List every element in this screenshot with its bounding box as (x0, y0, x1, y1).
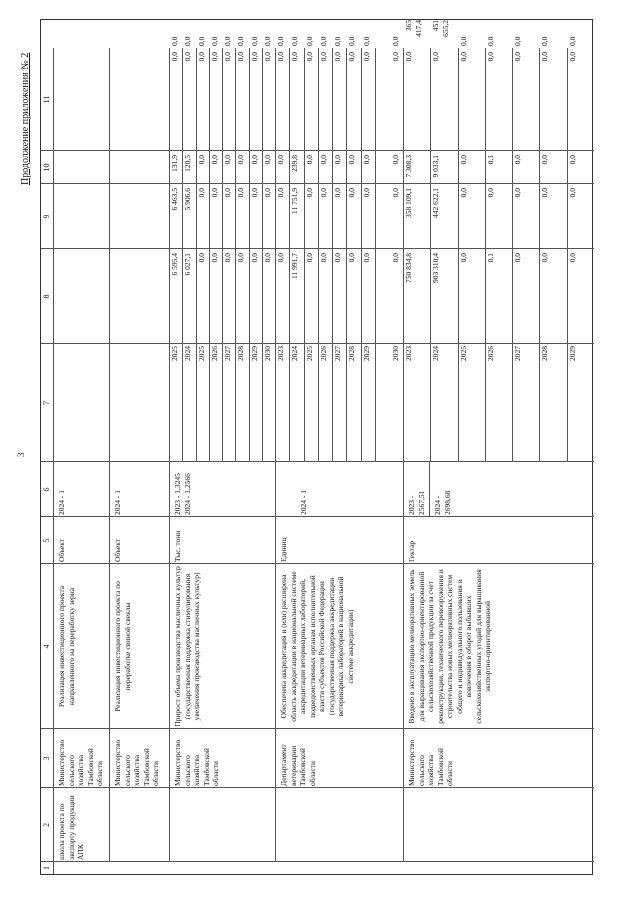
vet-value-c11: 0,0 (304, 36, 314, 46)
mel-value-c7: 0,0 (567, 253, 577, 263)
vet-value-c10: 0,0 (304, 52, 314, 62)
vet-value-c10: 0,0 (361, 52, 371, 62)
oil-value-c10: 0,0 (170, 52, 179, 62)
mel-value-c7: 0,0 (513, 253, 523, 263)
vet-value-c7: 0,0 (333, 253, 343, 263)
oil-value-c8: 0,0 (209, 188, 219, 198)
vet-year: 2026 (318, 346, 328, 361)
responsible-org: Министерство сельского хозяйства Тамбовской области (407, 739, 454, 786)
mel-value-c8: 0,0 (485, 188, 495, 198)
mel-year: 2029 (567, 346, 577, 361)
oil-value-c9: 0,0 (209, 155, 219, 165)
oil-value-c10: 0,0 (223, 52, 232, 62)
oil-value-c10: 0,0 (249, 52, 259, 62)
column-number-10: 10 (42, 163, 51, 172)
oil-value-c11: 0,0 (236, 36, 246, 46)
vet-year: 2029 (361, 346, 371, 361)
oil-year: 2030 (262, 346, 272, 361)
column-number-6: 6 (42, 487, 51, 492)
oil-value-c7: 0,0 (262, 253, 272, 263)
oil-value-c11: 0,0 (223, 36, 232, 46)
vet-value-c9: 0,0 (304, 155, 314, 165)
vet-value-c9: 0,0 (361, 155, 371, 165)
oil-value-c11: 0,0 (196, 36, 206, 46)
mel-value-c9: 0,0 (513, 155, 523, 165)
oil-year: 2028 (236, 346, 246, 361)
mel-value-c7: 750 834,8 (404, 253, 413, 283)
project-name: школа проекта по экспорту продукции АПК (57, 795, 85, 860)
vet-value-c8: 0,0 (318, 188, 328, 198)
oil-value-c8: 0,0 (249, 188, 259, 198)
mel-value-c11: 0,0 (485, 36, 495, 46)
page-number: 3 (16, 452, 26, 457)
oil-value-c11: 0,0 (183, 36, 193, 46)
oil-value-c11: 0,0 (249, 36, 259, 46)
unit-text: Объект (57, 538, 66, 562)
mel-value-c10: 0,0 (540, 52, 550, 62)
mel-value-c9: 0,0 (567, 155, 577, 165)
vet-year: 2028 (347, 346, 357, 361)
oil-value-c8: 0,0 (223, 188, 232, 198)
vet-value-c7: 0,0 (318, 253, 328, 263)
column-divider (41, 516, 594, 517)
oil-year: 2024 (183, 346, 193, 361)
row-divider (429, 462, 430, 517)
oil-value-c9: 0,0 (236, 155, 246, 165)
mel-value-c9: 0,0 (540, 155, 550, 165)
mel-year: 2024 (431, 346, 441, 361)
vet-value-c11: 0,0 (347, 36, 357, 46)
vet-value-c8: 11 751,9 (290, 188, 300, 214)
column-divider (41, 787, 594, 788)
oil-value-c8: 0,0 (262, 188, 272, 198)
oil-value-c9: 131,9 (170, 155, 179, 172)
oil-value-c9: 0,0 (223, 155, 232, 165)
vet-value-c11: 0,0 (290, 36, 300, 46)
vet-value-c10: 0,0 (318, 52, 328, 62)
mel-value-c8: 0,0 (458, 188, 468, 198)
indicator-text: Введено в эксплуатацию мелиоративных земель для выращивания экспортно-ориентированной сельскохозяйственной продукции за счет реконструкции, технического перевооружения и строительства новых мелиоративных систем общего и индивидуального пользования и вовлечения в оборот выбывших сельскохозяйственных угодий для выращивания экспортно-ориентированной (407, 569, 492, 724)
mel-value-c11: 365 417,4 (404, 20, 423, 37)
column-number-5: 5 (42, 538, 51, 543)
vet-value-c8: 0,0 (276, 188, 285, 198)
oil-value-c9: 0,0 (196, 155, 206, 165)
vet-year: 2025 (304, 346, 314, 361)
oil-value-c8: 0,0 (196, 188, 206, 198)
mel-year: 2025 (458, 346, 468, 361)
mel-value-c9: 0,0 (458, 155, 468, 165)
oil-value-c7: 0,0 (249, 253, 259, 263)
oil-year: 2025 (170, 346, 179, 361)
mel-value-c7: 903 310,4 (431, 253, 441, 283)
mel-value-c8: 0,0 (567, 188, 577, 198)
vet-value-c11: 0,0 (318, 36, 328, 46)
vet-value-c7: 0,0 (361, 253, 371, 263)
oil-year: 2029 (249, 346, 259, 361)
oil-value-c7: 0,0 (209, 253, 219, 263)
oil-value-c8: 6 463,5 (170, 188, 179, 211)
unit-text: Объект (113, 538, 122, 562)
oil-value-c9: 0,0 (249, 155, 259, 165)
vet-value-c7: 0,0 (391, 253, 400, 263)
row-divider (375, 48, 376, 462)
vet-year: 2024 (290, 346, 300, 361)
mel-value-c7: 0,0 (458, 253, 468, 263)
vet-value-c10: 0,0 (347, 52, 357, 62)
oil-value-c8: 5 906,6 (183, 188, 193, 211)
oil-value-c10: 0,0 (262, 52, 272, 62)
mel-value-c9: 7 308,3 (404, 155, 413, 178)
oil-value-c10: 0,0 (236, 52, 246, 62)
vet-value-c11: 0,0 (276, 36, 285, 46)
mel-value-c10: 0,0 (485, 52, 495, 62)
oil-value-c9: 0,0 (262, 155, 272, 165)
baseline-text: 2024 - 1 (113, 490, 122, 515)
mel-value-c11: 0,0 (458, 36, 468, 46)
page-title: Продолжение приложения № 2 (20, 52, 31, 185)
column-number-2: 2 (42, 823, 51, 827)
mel-value-c8: 0,0 (513, 188, 523, 198)
baseline-text: 2024 - 1 (57, 490, 66, 515)
vet-value-c8: 0,0 (304, 188, 314, 198)
indicator-text: Реализация инвестиционного проекта направленного на переработку зерна (57, 585, 76, 708)
column-number-7: 7 (42, 401, 51, 405)
mel-year: 2026 (485, 346, 495, 361)
oil-value-c10: 0,0 (183, 52, 193, 62)
vet-value-c7: 11 991,7 (290, 253, 300, 279)
mel-value-c10: 0,0 (431, 52, 441, 62)
unit-text: Гектар (407, 540, 416, 562)
oil-year: 2027 (223, 346, 232, 361)
vet-value-c7: 0,0 (304, 253, 314, 263)
oil-year: 2025 (196, 346, 206, 361)
vet-value-c9: 0,0 (318, 155, 328, 165)
vet-year: 2030 (391, 346, 400, 361)
vet-value-c8: 0,0 (361, 188, 371, 198)
mel-value-c10: 0,0 (458, 52, 468, 62)
budget-table (40, 19, 593, 875)
oil-value-c7: 0,0 (236, 253, 246, 263)
vet-value-c9: 0,0 (347, 155, 357, 165)
indicator-text: Прирост объема производства масличных культур (государственная поддержка стимулирования увеличения производства масличных культур) (173, 566, 201, 727)
responsible-org: Министерство сельского хозяйства Тамбовской области (173, 739, 220, 786)
vet-value-c8: 0,0 (391, 188, 400, 198)
oil-year: 2026 (209, 346, 219, 361)
oil-value-c10: 0,0 (209, 52, 219, 62)
vet-value-c8: 0,0 (333, 188, 343, 198)
vet-value-c7: 0,0 (276, 253, 285, 263)
oil-value-c10: 0,0 (196, 52, 206, 62)
mel-value-c8: 0,0 (540, 188, 550, 198)
vet-value-c9: 0,0 (333, 155, 343, 165)
mel-year: 2027 (513, 346, 523, 361)
column-divider (41, 728, 594, 729)
vet-value-c11: 0,0 (333, 36, 343, 46)
mel-value-c11: 0,0 (567, 36, 577, 46)
vet-value-c8: 0,0 (347, 188, 357, 198)
mel-value-c11: 0,0 (540, 36, 550, 46)
baseline-text: 2023 - 2567,51 (407, 490, 426, 515)
oil-value-c7: 0,0 (223, 253, 232, 263)
mel-value-c9: 9 033,1 (431, 155, 441, 178)
vet-value-c10: 0,0 (276, 52, 285, 62)
oil-value-c11: 0,0 (262, 36, 272, 46)
indicator-text: Обеспечена аккредитация и (или) расширена область аккредитации в национальной системе аккредитации ветеринарных лабораторий, подведомственных органам исполнительной власти субъектов Российской Федерации (государственная поддержка аккредитации ветеринарных лабораторий в национальной системе аккредитации) (279, 571, 355, 722)
baseline-text: 2024 - 2698,68 (433, 490, 452, 515)
column-number-9: 9 (42, 214, 51, 219)
baseline-text: 2023 - 1,3245 2024 - 1,2566 (173, 473, 192, 515)
vet-value-c10: 0,0 (290, 52, 300, 62)
column-number-3: 3 (42, 756, 51, 761)
mel-year: 2023 (404, 346, 413, 361)
oil-value-c11: 0,0 (170, 36, 179, 46)
mel-value-c10: 0,0 (513, 52, 523, 62)
column-divider (41, 563, 594, 564)
unit-text: Единиц (279, 537, 288, 562)
column-number-8: 8 (42, 294, 51, 299)
mel-value-c10: 0,0 (567, 52, 577, 62)
column-divider (41, 861, 594, 862)
oil-value-c7: 6 595,4 (170, 253, 179, 276)
baseline-text: 2024 - 1 (299, 490, 308, 515)
mel-value-c11: 0,0 (513, 36, 523, 46)
oil-value-c11: 0,0 (209, 36, 219, 46)
mel-value-c7: 0,0 (540, 253, 550, 263)
mel-value-c9: 0,1 (485, 155, 495, 165)
vet-value-c11: 0,0 (361, 36, 371, 46)
indicator-text: Реализация инвестиционного проекта по переработке свиной свеклы (113, 581, 132, 712)
vet-value-c11: 0,0 (391, 36, 400, 46)
vet-value-c7: 0,0 (347, 253, 357, 263)
mel-year: 2028 (540, 346, 550, 361)
mel-value-c8: 358 109,1 (404, 188, 413, 218)
responsible-org: Департамент ветеринарии Тамбовской области (279, 744, 317, 786)
mel-value-c8: 442 622,1 (431, 188, 441, 218)
mel-value-c11: 451 655,2 (431, 20, 450, 37)
mel-value-c7: 0,1 (485, 253, 495, 263)
vet-year: 2023 (276, 346, 285, 361)
column-number-11: 11 (42, 95, 51, 104)
vet-value-c10: 0,0 (333, 52, 343, 62)
column-number-4: 4 (42, 644, 51, 649)
mel-value-c10: 0,0 (404, 52, 413, 62)
vet-value-c9: 0,0 (276, 155, 285, 165)
oil-value-c9: 120,5 (183, 155, 193, 172)
vet-value-c10: 0,0 (391, 52, 400, 62)
column-number-1: 1 (42, 866, 51, 870)
vet-value-c9: 0,0 (391, 155, 400, 165)
oil-value-c7: 0,0 (196, 253, 206, 263)
responsible-org: Министерство сельского хозяйства Тамбовской области (113, 739, 160, 786)
oil-value-c8: 0,0 (236, 188, 246, 198)
vet-value-c9: 239,8 (290, 155, 300, 172)
oil-value-c7: 6 027,1 (183, 253, 193, 276)
vet-year: 2027 (333, 346, 343, 361)
row-divider (109, 48, 110, 862)
unit-text: Тыс. тонн (173, 530, 182, 562)
responsible-org: Министерство сельского хозяйства Тамбовской области (57, 739, 104, 786)
